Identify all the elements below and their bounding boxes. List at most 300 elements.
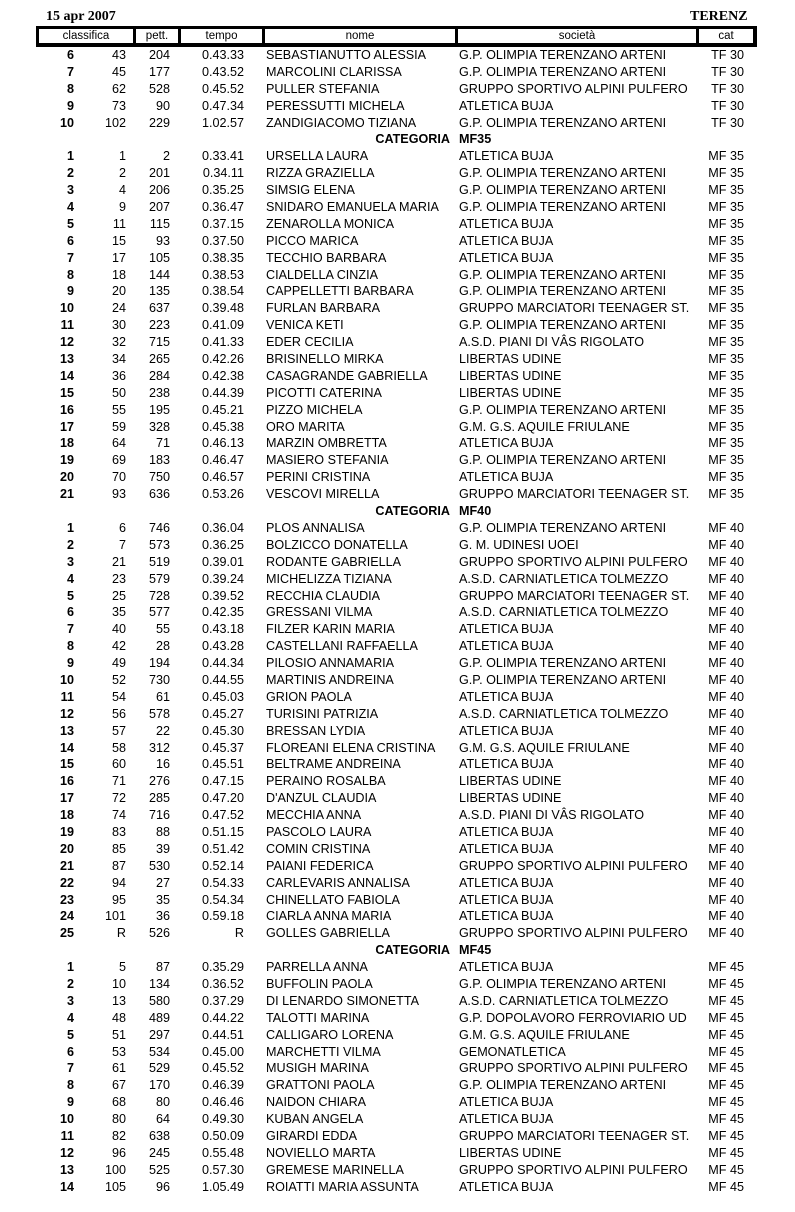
- rank-cell: 24: [59, 909, 74, 924]
- club-cell: ATLETICA BUJA: [459, 622, 554, 637]
- rank-cell: 2: [66, 537, 74, 552]
- bib-cell: 276: [148, 774, 170, 789]
- name-cell: MARCOLINI CLARISSA: [266, 64, 402, 79]
- club-cell: G.P. OLIMPIA TERENZANO ARTENI: [459, 402, 667, 417]
- category-cell: MF 45: [708, 1095, 744, 1110]
- name-cell: BUFFOLIN PAOLA: [266, 976, 373, 991]
- name-cell: BELTRAME ANDREINA: [266, 757, 401, 772]
- rank-cell: 18: [59, 436, 74, 451]
- category-cell: MF 45: [708, 1129, 744, 1143]
- category-cell: MF 40: [708, 808, 744, 823]
- club-cell: ATLETICA BUJA: [459, 757, 554, 772]
- bib-cell: 526: [148, 926, 170, 941]
- category-cell: MF 35: [708, 183, 744, 198]
- column-header-bar: [36, 26, 757, 47]
- rank-cell: 5: [66, 1027, 74, 1042]
- rank-cell: 6: [66, 1044, 74, 1059]
- name-cell: RECCHIA CLAUDIA: [266, 588, 381, 603]
- club-cell: ATLETICA BUJA: [459, 960, 554, 975]
- club-cell: G.P. OLIMPIA TERENZANO ARTENI: [459, 64, 667, 79]
- name-cell: MUSIGH MARINA: [266, 1061, 369, 1076]
- rank-cell: 4: [66, 200, 74, 215]
- rank-cell: 6: [66, 233, 74, 248]
- category-label: CATEGORIA: [375, 132, 450, 147]
- club-cell: ATLETICA BUJA: [459, 436, 554, 451]
- rank-cell: 7: [66, 622, 74, 637]
- rank-cell: 13: [59, 1162, 74, 1177]
- rank-cell: 8: [66, 81, 74, 96]
- time-cell: 0.45.51: [201, 757, 244, 772]
- time-cell: 0.43.28: [201, 639, 244, 654]
- overall-rank-cell: 15: [111, 233, 126, 248]
- bib-cell: 716: [148, 808, 170, 823]
- table-row: [0, 1162, 795, 1179]
- bib-cell: 525: [148, 1162, 170, 1177]
- bib-cell: 93: [155, 233, 170, 248]
- bib-cell: 636: [148, 487, 170, 502]
- overall-rank-cell: 18: [111, 267, 126, 282]
- time-cell: 0.38.35: [201, 250, 244, 265]
- category-cell: MF 40: [708, 537, 744, 552]
- table-row: [0, 1027, 795, 1044]
- column-header-cat: cat: [699, 29, 753, 43]
- name-cell: MICHELIZZA TIZIANA: [266, 571, 392, 586]
- name-cell: GOLLES GABRIELLA: [266, 926, 390, 941]
- club-cell: G.P. OLIMPIA TERENZANO ARTENI: [459, 656, 667, 671]
- name-cell: MARCHETTI VILMA: [266, 1044, 381, 1059]
- club-cell: GRUPPO SPORTIVO ALPINI PULFERO: [459, 858, 688, 873]
- name-cell: PIZZO MICHELA: [266, 402, 363, 417]
- time-cell: 0.45.00: [201, 1044, 244, 1059]
- overall-rank-cell: 59: [111, 419, 126, 434]
- bib-cell: 578: [148, 706, 170, 721]
- table-row: [0, 267, 795, 284]
- club-cell: A.S.D. CARNIATLETICA TOLMEZZO: [459, 571, 669, 586]
- time-cell: 0.46.13: [201, 436, 244, 451]
- club-cell: LIBERTAS UDINE: [459, 791, 562, 806]
- rank-cell: 14: [59, 740, 74, 755]
- time-cell: 0.46.47: [201, 453, 244, 468]
- table-row: [0, 925, 795, 942]
- name-cell: PERINI CRISTINA: [266, 470, 371, 485]
- category-cell: MF 35: [708, 436, 744, 451]
- bib-cell: 36: [155, 909, 170, 924]
- overall-rank-cell: 73: [111, 98, 126, 113]
- overall-rank-cell: 21: [111, 554, 126, 569]
- time-cell: 0.45.37: [201, 740, 244, 755]
- overall-rank-cell: 69: [111, 453, 126, 468]
- table-row: [0, 908, 795, 925]
- overall-rank-cell: 45: [111, 64, 126, 79]
- name-cell: PULLER STEFANIA: [266, 81, 380, 96]
- overall-rank-cell: 58: [111, 740, 126, 755]
- table-row: [0, 402, 795, 419]
- category-cell: MF 45: [708, 1061, 744, 1076]
- time-cell: R: [234, 926, 244, 941]
- name-cell: TECCHIO BARBARA: [266, 250, 387, 265]
- category-cell: MF 35: [708, 385, 744, 400]
- bib-cell: 71: [155, 436, 170, 451]
- overall-rank-cell: 30: [111, 318, 126, 333]
- overall-rank-cell: 20: [111, 284, 126, 299]
- bib-cell: 229: [148, 115, 170, 130]
- rank-cell: 1: [66, 520, 74, 535]
- rank-cell: 4: [66, 1010, 74, 1025]
- overall-rank-cell: 87: [111, 858, 126, 873]
- club-cell: ATLETICA BUJA: [459, 909, 554, 924]
- name-cell: SIMSIG ELENA: [266, 183, 355, 198]
- category-code: MF40: [459, 504, 492, 519]
- rank-cell: 17: [59, 419, 74, 434]
- bib-cell: 638: [148, 1129, 170, 1143]
- bib-cell: 750: [148, 470, 170, 485]
- overall-rank-cell: 35: [111, 605, 126, 620]
- name-cell: GRESSANI VILMA: [266, 605, 373, 620]
- category-cell: MF 40: [708, 909, 744, 924]
- rank-cell: 10: [59, 1112, 74, 1127]
- club-cell: ATLETICA BUJA: [459, 639, 554, 654]
- name-cell: D'ANZUL CLAUDIA: [266, 791, 377, 806]
- bib-cell: 27: [155, 875, 170, 890]
- rank-cell: 3: [66, 183, 74, 198]
- bib-cell: 223: [148, 318, 170, 333]
- table-row: [0, 1094, 795, 1111]
- rank-cell: 4: [66, 571, 74, 586]
- table-row: [0, 959, 795, 976]
- table-row: [0, 520, 795, 537]
- bib-cell: 134: [148, 976, 170, 991]
- name-cell: PARRELLA ANNA: [266, 960, 368, 975]
- name-cell: CALLIGARO LORENA: [266, 1027, 394, 1042]
- table-row: [0, 47, 795, 64]
- overall-rank-cell: 55: [111, 402, 126, 417]
- category-cell: MF 35: [708, 149, 744, 164]
- category-cell: MF 40: [708, 656, 744, 671]
- bib-cell: 715: [148, 335, 170, 350]
- table-row: [0, 790, 795, 807]
- name-cell: GIRARDI EDDA: [266, 1129, 357, 1143]
- time-cell: 0.36.47: [201, 200, 244, 215]
- club-cell: GRUPPO SPORTIVO ALPINI PULFERO: [459, 1162, 688, 1177]
- table-row: [0, 824, 795, 841]
- club-cell: LIBERTAS UDINE: [459, 774, 562, 789]
- time-cell: 0.37.15: [201, 216, 244, 231]
- club-cell: ATLETICA BUJA: [459, 892, 554, 907]
- club-cell: G.P. OLIMPIA TERENZANO ARTENI: [459, 453, 667, 468]
- category-cell: MF 40: [708, 706, 744, 721]
- table-row: [0, 1044, 795, 1061]
- time-cell: 0.51.15: [201, 824, 244, 839]
- bib-cell: 297: [148, 1027, 170, 1042]
- time-cell: 0.51.42: [201, 841, 244, 856]
- bib-cell: 115: [149, 216, 170, 231]
- table-row: [0, 993, 795, 1010]
- bib-cell: 637: [148, 301, 170, 316]
- category-cell: MF 45: [708, 1162, 744, 1177]
- rank-cell: 7: [66, 250, 74, 265]
- name-cell: PERAINO ROSALBA: [266, 774, 386, 789]
- name-cell: ORO MARITA: [266, 419, 345, 434]
- bib-cell: 328: [148, 419, 170, 434]
- table-row: [0, 419, 795, 436]
- name-cell: CHINELLATO FABIOLA: [266, 892, 400, 907]
- table-row: [0, 250, 795, 267]
- rank-cell: 1: [66, 960, 74, 975]
- club-cell: ATLETICA BUJA: [459, 98, 554, 113]
- time-cell: 0.49.30: [201, 1112, 244, 1127]
- rank-cell: 13: [59, 352, 74, 367]
- bib-cell: 170: [148, 1078, 170, 1093]
- table-row: [0, 841, 795, 858]
- name-cell: GRION PAOLA: [266, 689, 352, 704]
- overall-rank-cell: 11: [112, 216, 126, 231]
- category-label: CATEGORIA: [375, 943, 450, 958]
- time-cell: 0.44.39: [201, 385, 244, 400]
- time-cell: 0.55.48: [201, 1145, 244, 1160]
- category-cell: MF 40: [708, 672, 744, 687]
- time-cell: 0.34.11: [202, 166, 244, 181]
- rank-cell: 15: [59, 757, 74, 772]
- table-row: [0, 588, 795, 605]
- rank-cell: 11: [60, 689, 74, 704]
- name-cell: SEBASTIANUTTO ALESSIA: [266, 48, 427, 62]
- time-cell: 0.39.52: [201, 588, 244, 603]
- rank-cell: 6: [66, 605, 74, 620]
- category-cell: MF 40: [708, 875, 744, 890]
- name-cell: NAIDON CHIARA: [266, 1095, 367, 1110]
- club-cell: G.P. OLIMPIA TERENZANO ARTENI: [459, 672, 667, 687]
- name-cell: MARTINIS ANDREINA: [266, 672, 394, 687]
- overall-rank-cell: 36: [111, 368, 126, 383]
- time-cell: 0.35.25: [201, 183, 244, 198]
- category-cell: MF 35: [708, 487, 744, 502]
- category-cell: MF 40: [708, 824, 744, 839]
- name-cell: ZANDIGIACOMO TIZIANA: [266, 115, 417, 130]
- time-cell: 0.44.55: [201, 672, 244, 687]
- bib-cell: 245: [148, 1145, 170, 1160]
- rank-cell: 10: [59, 672, 74, 687]
- category-cell: TF 30: [711, 115, 744, 130]
- time-cell: 0.46.39: [201, 1078, 244, 1093]
- bib-cell: 312: [148, 740, 170, 755]
- club-cell: G.P. OLIMPIA TERENZANO ARTENI: [459, 166, 667, 181]
- club-cell: A.S.D. CARNIATLETICA TOLMEZZO: [459, 706, 669, 721]
- rank-cell: 2: [66, 166, 74, 181]
- overall-rank-cell: 57: [111, 723, 126, 738]
- bib-cell: 144: [148, 267, 170, 282]
- time-cell: 0.45.21: [201, 402, 244, 417]
- overall-rank-cell: 70: [111, 470, 126, 485]
- bib-cell: 206: [148, 183, 170, 198]
- bib-cell: 519: [148, 554, 170, 569]
- rank-cell: 3: [66, 993, 74, 1008]
- table-row: [0, 233, 795, 250]
- category-cell: MF 45: [708, 1112, 744, 1127]
- name-cell: NOVIELLO MARTA: [266, 1145, 376, 1160]
- rank-cell: 9: [66, 656, 74, 671]
- table-row: [0, 1077, 795, 1094]
- name-cell: FLOREANI ELENA CRISTINA: [266, 740, 436, 755]
- overall-rank-cell: 25: [111, 588, 126, 603]
- bib-cell: 183: [148, 453, 170, 468]
- category-cell: MF 40: [708, 605, 744, 620]
- column-header-pett: pett.: [136, 29, 178, 43]
- table-row: [0, 115, 795, 132]
- category-cell: MF 45: [708, 1078, 744, 1093]
- name-cell: CIARLA ANNA MARIA: [266, 909, 392, 924]
- overall-rank-cell: 53: [111, 1044, 126, 1059]
- club-cell: G.P. OLIMPIA TERENZANO ARTENI: [459, 267, 667, 282]
- time-cell: 0.35.29: [201, 960, 244, 975]
- name-cell: CIALDELLA CINZIA: [266, 267, 378, 282]
- table-row: [0, 81, 795, 98]
- bib-cell: 201: [148, 166, 170, 181]
- rank-cell: 17: [59, 791, 74, 806]
- bib-cell: 87: [155, 960, 170, 975]
- time-cell: 1.05.49: [201, 1179, 244, 1194]
- category-cell: MF 35: [708, 250, 744, 265]
- category-cell: MF 40: [708, 774, 744, 789]
- time-cell: 0.45.27: [201, 706, 244, 721]
- name-cell: CASTELLANI RAFFAELLA: [266, 639, 418, 654]
- table-row: [0, 1145, 795, 1162]
- time-cell: 0.38.53: [201, 267, 244, 282]
- table-row: [0, 604, 795, 621]
- time-cell: 0.41.09: [201, 318, 244, 333]
- bib-cell: 530: [148, 858, 170, 873]
- club-cell: G.M. G.S. AQUILE FRIULANE: [459, 1027, 630, 1042]
- table-row: [0, 148, 795, 165]
- category-cell: MF 40: [708, 757, 744, 772]
- name-cell: ROIATTI MARIA ASSUNTA: [266, 1179, 419, 1194]
- overall-rank-cell: 93: [111, 487, 126, 502]
- club-cell: ATLETICA BUJA: [459, 824, 554, 839]
- category-cell: MF 40: [708, 926, 744, 941]
- rank-cell: 20: [59, 841, 74, 856]
- table-row: [0, 723, 795, 740]
- table-row: [0, 300, 795, 317]
- overall-rank-cell: 80: [111, 1112, 126, 1127]
- rank-cell: 19: [59, 453, 74, 468]
- club-cell: ATLETICA BUJA: [459, 470, 554, 485]
- bib-cell: 528: [148, 81, 170, 96]
- bib-cell: 64: [155, 1112, 170, 1127]
- overall-rank-cell: 105: [104, 1179, 126, 1194]
- overall-rank-cell: 82: [111, 1129, 126, 1143]
- bib-cell: 96: [155, 1179, 170, 1194]
- club-cell: ATLETICA BUJA: [459, 233, 554, 248]
- time-cell: 0.43.52: [201, 64, 244, 79]
- page-date: 15 apr 2007: [46, 9, 116, 24]
- club-cell: G.P. OLIMPIA TERENZANO ARTENI: [459, 1078, 667, 1093]
- name-cell: TURISINI PATRIZIA: [266, 706, 379, 721]
- overall-rank-cell: 71: [111, 774, 126, 789]
- club-cell: GRUPPO SPORTIVO ALPINI PULFERO: [459, 1061, 688, 1076]
- bib-cell: 28: [155, 639, 170, 654]
- category-cell: MF 40: [708, 554, 744, 569]
- table-row: [0, 976, 795, 993]
- bib-cell: 204: [148, 48, 170, 62]
- overall-rank-cell: 49: [111, 656, 126, 671]
- table-row: [0, 706, 795, 723]
- category-cell: MF 35: [708, 301, 744, 316]
- club-cell: ATLETICA BUJA: [459, 723, 554, 738]
- name-cell: KUBAN ANGELA: [266, 1112, 364, 1127]
- club-cell: G. M. UDINESI UOEI: [459, 537, 579, 552]
- overall-rank-cell: 68: [111, 1095, 126, 1110]
- category-cell: MF 40: [708, 520, 744, 535]
- overall-rank-cell: 9: [118, 200, 126, 215]
- bib-cell: 207: [148, 200, 170, 215]
- page-title: TERENZ: [690, 9, 748, 24]
- bib-cell: 61: [155, 689, 170, 704]
- rank-cell: 15: [59, 385, 74, 400]
- overall-rank-cell: 48: [111, 1010, 126, 1025]
- category-cell: MF 40: [708, 841, 744, 856]
- club-cell: G.P. OLIMPIA TERENZANO ARTENI: [459, 520, 667, 535]
- category-cell: MF 35: [708, 284, 744, 299]
- bib-cell: 80: [155, 1095, 170, 1110]
- rank-cell: 18: [59, 808, 74, 823]
- club-cell: G.P. OLIMPIA TERENZANO ARTENI: [459, 200, 667, 215]
- category-cell: TF 30: [711, 64, 744, 79]
- name-cell: PICCO MARICA: [266, 233, 359, 248]
- bib-cell: 285: [148, 791, 170, 806]
- overall-rank-cell: 13: [111, 993, 126, 1008]
- bib-cell: 579: [148, 571, 170, 586]
- rank-cell: 11: [60, 1129, 74, 1143]
- name-cell: PASCOLO LAURA: [266, 824, 372, 839]
- table-row: [0, 655, 795, 672]
- table-row: [0, 182, 795, 199]
- bib-cell: 573: [148, 537, 170, 552]
- name-cell: VESCOVI MIRELLA: [266, 487, 380, 502]
- overall-rank-cell: 23: [111, 571, 126, 586]
- overall-rank-cell: 5: [118, 960, 126, 975]
- category-cell: MF 35: [708, 402, 744, 417]
- bib-cell: 577: [148, 605, 170, 620]
- name-cell: PICOTTI CATERINA: [266, 385, 382, 400]
- rank-cell: 16: [59, 402, 74, 417]
- name-cell: FILZER KARIN MARIA: [266, 622, 395, 637]
- club-cell: ATLETICA BUJA: [459, 1095, 554, 1110]
- table-row: [0, 452, 795, 469]
- table-row: [0, 554, 795, 571]
- rank-cell: 12: [59, 1145, 74, 1160]
- category-code: MF35: [459, 132, 492, 147]
- overall-rank-cell: 74: [111, 808, 126, 823]
- category-cell: MF 35: [708, 352, 744, 367]
- club-cell: GRUPPO MARCIATORI TEENAGER ST.: [459, 301, 690, 316]
- rank-cell: 10: [59, 301, 74, 316]
- overall-rank-cell: 61: [111, 1061, 126, 1076]
- overall-rank-cell: 67: [111, 1078, 126, 1093]
- time-cell: 0.39.48: [201, 301, 244, 316]
- time-cell: 0.38.54: [201, 284, 244, 299]
- club-cell: G.P. OLIMPIA TERENZANO ARTENI: [459, 284, 667, 299]
- table-row: [0, 807, 795, 824]
- category-cell: MF 35: [708, 216, 744, 231]
- name-cell: PERESSUTTI MICHELA: [266, 98, 405, 113]
- table-row: [0, 672, 795, 689]
- rank-cell: 8: [66, 639, 74, 654]
- bib-cell: 580: [148, 993, 170, 1008]
- table-row: [0, 368, 795, 385]
- overall-rank-cell: 7: [118, 537, 126, 552]
- bib-cell: 194: [148, 656, 170, 671]
- category-cell: MF 45: [708, 960, 744, 975]
- overall-rank-cell: 51: [111, 1027, 126, 1042]
